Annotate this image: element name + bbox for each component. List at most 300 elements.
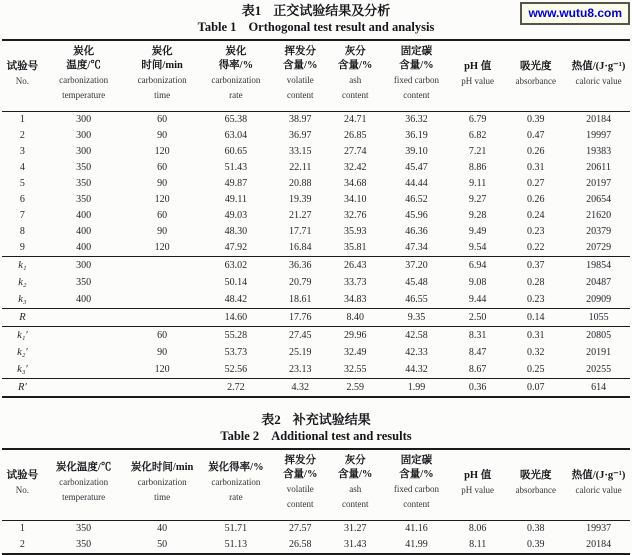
table-cell: 26.58 — [289, 539, 312, 550]
row-label-cell: 6 — [19, 194, 25, 205]
header-line-zh: 炭化 — [73, 46, 95, 57]
table-cell: 0.07 — [527, 382, 545, 393]
table-row — [2, 224, 630, 240]
table-cell: 350 — [76, 162, 92, 173]
header-line-zh: 灰分 — [344, 46, 366, 57]
table2-title-zh — [0, 412, 632, 428]
table-cell: 35.81 — [343, 242, 367, 253]
header-line-zh: 温度/℃ — [66, 60, 101, 71]
table-cell: 26.85 — [343, 130, 367, 141]
table-cell: 17.71 — [289, 226, 312, 237]
column-header — [124, 40, 199, 112]
table-section — [2, 309, 630, 327]
table-cell: 14.60 — [224, 312, 248, 323]
table-row — [2, 274, 630, 291]
table-row — [2, 257, 630, 275]
table-cell: 46.55 — [405, 294, 428, 305]
table-cell: 9.28 — [468, 210, 487, 221]
table-cell — [43, 327, 125, 345]
table-cell: 614 — [591, 382, 607, 393]
table-cell: 90 — [157, 347, 168, 358]
table-row — [2, 208, 630, 224]
table-cell — [124, 274, 199, 291]
table-cell: 39.10 — [405, 146, 428, 157]
table-cell: 45.48 — [405, 277, 428, 288]
header-line-en: carbonization — [59, 477, 109, 487]
header-line-en: caloric value — [575, 75, 622, 86]
table-cell: 2.72 — [227, 382, 245, 393]
table-cell: 46.52 — [405, 194, 428, 205]
column-header — [329, 40, 382, 112]
table-cell: 34.68 — [343, 178, 367, 189]
header-line-en: time — [154, 492, 171, 502]
table1-grid — [2, 39, 630, 398]
table-section — [2, 257, 630, 309]
table-cell: 20611 — [586, 162, 611, 173]
header-line-zh: 试验号 — [6, 60, 39, 72]
table-cell — [124, 379, 199, 398]
table-cell: 44.32 — [405, 364, 428, 375]
table1-caption-en: Orthogonal test result and analysis — [248, 20, 435, 34]
header-line-zh: 热值/(J·g⁻¹) — [571, 469, 626, 481]
column-header — [504, 449, 567, 521]
table-cell: 20805 — [586, 330, 612, 341]
table-cell: 0.14 — [527, 312, 545, 323]
header-row — [2, 449, 630, 521]
table-cell: 120 — [154, 364, 170, 375]
table-cell: 19383 — [586, 146, 612, 157]
table-cell: 49.03 — [224, 210, 248, 221]
table-cell: 17.76 — [289, 312, 312, 323]
table-cell: 60 — [157, 114, 168, 125]
row-label-cell: k₃′ — [17, 364, 28, 375]
row-label-cell: k₂ — [18, 277, 27, 288]
table2-container — [0, 448, 632, 555]
table-row — [2, 327, 630, 345]
table-cell: 90 — [157, 130, 168, 141]
table-row — [2, 240, 630, 257]
header-line-zh: 含量/% — [283, 60, 318, 71]
column-header — [272, 40, 329, 112]
header-line-zh: 固定碳 — [400, 46, 433, 57]
table-row — [2, 521, 630, 538]
header-line-en: content — [287, 90, 314, 100]
header-line-en: caloric value — [575, 484, 622, 495]
table-cell: 0.37 — [527, 260, 545, 271]
table2-grid — [2, 448, 630, 555]
header-line-en: rate — [229, 90, 243, 100]
table-cell: 2.59 — [346, 382, 364, 393]
table-cell: 8.86 — [468, 162, 487, 173]
header-line-zh: 炭化得率/% — [208, 462, 264, 473]
header-line-zh: 含量/% — [399, 469, 434, 480]
table-cell: 0.38 — [527, 523, 545, 534]
table1-caption-zh: 正交试验结果及分析 — [273, 3, 391, 18]
table-cell: 9.35 — [407, 312, 426, 323]
header-line-en: carbonization — [59, 75, 109, 85]
table-cell: 55.28 — [224, 330, 248, 341]
table-cell: 60 — [157, 210, 168, 221]
table-section — [2, 379, 630, 398]
table-cell: 36.36 — [289, 260, 312, 271]
table-cell: 120 — [154, 242, 170, 253]
column-header — [329, 449, 382, 521]
table-cell: 27.45 — [289, 330, 312, 341]
table-cell: 48.30 — [224, 226, 248, 237]
header-line-zh: 得率/% — [218, 60, 254, 71]
table-cell: 0.28 — [527, 277, 545, 288]
header-line-zh: 挥发分 — [284, 455, 317, 466]
table2-title-block — [0, 412, 632, 444]
header-line-en: absorbance — [515, 484, 556, 495]
table-cell: 47.34 — [405, 242, 428, 253]
table-cell: 51.43 — [224, 162, 248, 173]
table-cell — [43, 309, 125, 327]
header-line-zh: 炭化 — [151, 46, 173, 57]
table-cell: 9.49 — [468, 226, 487, 237]
table-cell: 20.88 — [289, 178, 312, 189]
table-cell: 27.74 — [343, 146, 367, 157]
column-header — [504, 40, 567, 112]
table-cell: 350 — [76, 277, 92, 288]
table-row — [2, 361, 630, 379]
column-header — [43, 449, 125, 521]
header-line-en: fixed carbon — [393, 484, 440, 494]
table-cell: 42.33 — [405, 347, 428, 358]
header-line-en: carbonization — [137, 75, 187, 85]
table-cell: 47.92 — [224, 242, 248, 253]
table2-label-zh: 表2 — [261, 412, 281, 427]
column-header — [567, 449, 630, 521]
header-line-en: No. — [15, 484, 30, 495]
table1-container — [0, 39, 632, 398]
table-cell: 0.36 — [468, 382, 487, 393]
watermark-url: www.wutu8.com — [528, 6, 622, 20]
table-cell: 0.24 — [527, 210, 545, 221]
row-label-cell: k₁ — [18, 260, 27, 271]
table-cell: 60 — [157, 330, 168, 341]
table-cell: 21.27 — [289, 210, 312, 221]
table-cell: 350 — [76, 523, 92, 534]
column-header — [382, 40, 451, 112]
table-cell: 0.25 — [527, 364, 545, 375]
header-line-en: No. — [15, 75, 30, 86]
header-line-en: pH value — [461, 484, 495, 495]
table-cell — [43, 344, 125, 361]
table-cell: 300 — [76, 146, 92, 157]
table-cell: 7.21 — [468, 146, 487, 157]
header-line-zh: 吸光度 — [520, 469, 552, 481]
table-section — [2, 112, 630, 257]
column-header — [2, 449, 43, 521]
table2-caption-en: Additional test and results — [271, 429, 412, 443]
column-header — [451, 449, 504, 521]
table-cell: 120 — [154, 194, 170, 205]
header-line-zh: pH 值 — [464, 60, 492, 72]
table-cell: 45.47 — [405, 162, 428, 173]
table-cell: 20184 — [586, 114, 612, 125]
column-header — [567, 40, 630, 112]
table-cell: 18.61 — [289, 294, 312, 305]
row-label-cell: k₃ — [18, 294, 27, 305]
table2-title-en — [0, 428, 632, 444]
header-line-zh: pH 值 — [464, 469, 492, 481]
table-row — [2, 309, 630, 327]
header-line-en: temperature — [62, 492, 106, 502]
table-cell: 9.54 — [468, 242, 487, 253]
table-cell: 19854 — [586, 260, 612, 271]
table-cell: 120 — [154, 146, 170, 157]
table-cell: 0.23 — [527, 294, 545, 305]
table-cell: 9.11 — [469, 178, 487, 189]
table-cell: 42.58 — [405, 330, 428, 341]
table2-label-en: Table 2 — [220, 429, 260, 443]
row-label-cell: 2 — [19, 539, 25, 550]
table-cell: 0.23 — [527, 226, 545, 237]
header-line-en: ash — [349, 484, 362, 494]
header-line-zh: 热值/(J·g⁻¹) — [571, 60, 626, 72]
table-cell: 51.71 — [224, 523, 248, 534]
table-cell: 20654 — [586, 194, 612, 205]
table-cell: 65.38 — [224, 114, 248, 125]
table2-caption-zh: 补充试验结果 — [292, 412, 371, 427]
table-cell: 50 — [157, 539, 168, 550]
table-cell: 8.11 — [469, 539, 487, 550]
table-cell: 350 — [76, 194, 92, 205]
table-cell: 27.57 — [289, 523, 312, 534]
table-cell: 52.56 — [224, 364, 248, 375]
table-section — [2, 327, 630, 379]
table-cell: 8.06 — [468, 523, 487, 534]
header-line-zh: 炭化时间/min — [130, 462, 194, 473]
header-line-en: carbonization — [137, 477, 187, 487]
column-header — [43, 40, 125, 112]
header-line-en: ash — [349, 75, 362, 85]
row-label-cell: 1 — [19, 523, 25, 534]
header-line-en: volatile — [286, 484, 314, 494]
table-cell: 1055 — [588, 312, 609, 323]
row-label-cell: k₂′ — [17, 347, 28, 358]
header-line-zh: 含量/% — [338, 60, 373, 71]
table-cell: 90 — [157, 178, 168, 189]
header-line-en: volatile — [286, 75, 314, 85]
table-cell: 400 — [76, 210, 92, 221]
header-line-en: content — [341, 499, 369, 509]
table-cell: 36.19 — [405, 130, 428, 141]
watermark-badge — [520, 2, 630, 25]
table-cell: 350 — [76, 178, 92, 189]
table-row — [2, 160, 630, 176]
table-cell: 41.16 — [405, 523, 428, 534]
table-cell: 0.22 — [527, 242, 545, 253]
table-cell: 32.49 — [343, 347, 367, 358]
row-label-cell: 9 — [19, 242, 25, 253]
header-line-zh: 时间/min — [141, 60, 183, 71]
table-cell: 8.31 — [468, 330, 487, 341]
table-cell: 9.27 — [468, 194, 487, 205]
table-cell: 300 — [76, 260, 92, 271]
table-cell: 350 — [76, 539, 92, 550]
row-label-cell: k₁′ — [17, 330, 28, 341]
table-cell: 45.96 — [405, 210, 428, 221]
header-line-en: content — [403, 90, 430, 100]
table-cell: 32.42 — [343, 162, 367, 173]
header-line-en: temperature — [62, 90, 106, 100]
header-line-en: content — [403, 499, 430, 509]
table-row — [2, 537, 630, 554]
table-cell: 36.32 — [405, 114, 428, 125]
column-header — [451, 40, 504, 112]
header-line-zh: 灰分 — [344, 455, 366, 466]
header-line-zh: 含量/% — [283, 469, 318, 480]
table-cell: 2.50 — [468, 312, 487, 323]
table-cell: 37.20 — [405, 260, 428, 271]
table-cell: 31.43 — [343, 539, 367, 550]
table-cell: 19.39 — [289, 194, 312, 205]
table-cell: 9.44 — [468, 294, 487, 305]
table-cell: 21620 — [586, 210, 612, 221]
table-cell: 0.39 — [527, 114, 545, 125]
header-line-en: content — [287, 499, 314, 509]
table-cell: 20197 — [586, 178, 612, 189]
header-line-zh: 试验号 — [6, 469, 39, 481]
table-cell: 38.97 — [289, 114, 312, 125]
row-label-cell: 1 — [19, 114, 25, 125]
table-cell: 33.73 — [343, 277, 367, 288]
table-cell — [124, 291, 199, 309]
table-cell: 34.83 — [343, 294, 367, 305]
table-cell: 20255 — [586, 364, 612, 375]
table-cell: 60.65 — [224, 146, 248, 157]
table-cell: 0.27 — [527, 178, 545, 189]
table-cell — [124, 309, 199, 327]
table-cell: 4.32 — [291, 382, 310, 393]
table-cell: 49.11 — [224, 194, 247, 205]
table-row — [2, 344, 630, 361]
table-cell: 19997 — [586, 130, 612, 141]
header-line-en: fixed carbon — [393, 75, 440, 85]
table-cell: 31.27 — [343, 523, 367, 534]
table-cell: 300 — [76, 130, 92, 141]
column-header — [272, 449, 329, 521]
table-cell: 49.87 — [224, 178, 248, 189]
table-cell — [43, 361, 125, 379]
row-label-cell: R′ — [18, 382, 27, 393]
table-row — [2, 291, 630, 309]
header-line-zh: 含量/% — [338, 469, 373, 480]
table-cell: 0.26 — [527, 146, 545, 157]
table-cell: 300 — [76, 114, 92, 125]
table-cell: 35.93 — [343, 226, 367, 237]
column-header — [200, 40, 272, 112]
table-cell: 0.26 — [527, 194, 545, 205]
table-cell: 400 — [76, 242, 92, 253]
table-cell: 24.71 — [343, 114, 367, 125]
table-cell: 44.44 — [405, 178, 428, 189]
header-line-en: carbonization — [211, 75, 261, 85]
row-label-cell: 5 — [19, 178, 25, 189]
header-line-zh: 炭化温度/℃ — [55, 462, 112, 473]
table-row — [2, 379, 630, 398]
table-cell: 51.13 — [224, 539, 248, 550]
row-label-cell: R — [19, 312, 26, 323]
column-header — [200, 449, 272, 521]
table-cell: 20191 — [586, 347, 612, 358]
table-cell: 20379 — [586, 226, 612, 237]
header-line-zh: 固定碳 — [400, 455, 433, 466]
table-cell: 6.94 — [468, 260, 487, 271]
table-cell: 29.96 — [343, 330, 367, 341]
table-cell: 26.43 — [343, 260, 367, 271]
header-line-en: pH value — [461, 75, 495, 86]
table-cell: 40 — [157, 523, 168, 534]
table-cell — [43, 379, 125, 398]
table-cell: 16.84 — [289, 242, 312, 253]
table-row — [2, 144, 630, 160]
table-cell: 23.13 — [289, 364, 312, 375]
table-cell: 20.79 — [289, 277, 312, 288]
table-cell: 9.08 — [468, 277, 487, 288]
table-cell: 25.19 — [289, 347, 312, 358]
header-line-zh: 吸光度 — [520, 60, 552, 72]
table-row — [2, 112, 630, 129]
table-cell: 400 — [76, 226, 92, 237]
table1-label-zh: 表1 — [241, 3, 262, 18]
table-cell: 34.10 — [343, 194, 367, 205]
table-cell: 36.97 — [289, 130, 312, 141]
header-line-en: rate — [229, 492, 243, 502]
header-line-zh: 挥发分 — [284, 46, 317, 57]
table-cell: 8.40 — [346, 312, 364, 323]
table-cell: 33.15 — [289, 146, 312, 157]
header-line-en: time — [154, 90, 171, 100]
row-label-cell: 2 — [19, 130, 25, 141]
table-cell: 90 — [157, 226, 168, 237]
table1-label-en: Table 1 — [197, 20, 237, 34]
table-cell: 20909 — [586, 294, 612, 305]
table-cell: 19937 — [586, 523, 612, 534]
table-cell: 400 — [76, 294, 92, 305]
table-cell: 53.73 — [224, 347, 248, 358]
column-header — [382, 449, 451, 521]
table-cell: 41.99 — [405, 539, 428, 550]
table-row — [2, 176, 630, 192]
table-cell: 63.02 — [224, 260, 248, 271]
header-line-en: content — [341, 90, 369, 100]
column-header — [2, 40, 43, 112]
table-cell: 6.79 — [468, 114, 487, 125]
table-cell: 32.55 — [343, 364, 367, 375]
table-cell: 0.47 — [527, 130, 545, 141]
table-cell: 20729 — [586, 242, 612, 253]
table-cell: 50.14 — [224, 277, 248, 288]
table-cell: 0.31 — [527, 330, 545, 341]
column-header — [124, 449, 199, 521]
header-line-en: absorbance — [515, 75, 556, 86]
table-cell: 22.11 — [289, 162, 312, 173]
table-cell: 60 — [157, 162, 168, 173]
table-cell: 8.47 — [468, 347, 487, 358]
table-cell: 20184 — [586, 539, 612, 550]
row-label-cell: 3 — [19, 146, 25, 157]
table-cell: 0.31 — [527, 162, 545, 173]
table-cell: 1.99 — [407, 382, 426, 393]
header-line-zh: 含量/% — [399, 60, 434, 71]
row-label-cell: 4 — [19, 162, 25, 173]
table-cell: 46.36 — [405, 226, 428, 237]
table-section — [2, 521, 630, 555]
header-row — [2, 40, 630, 112]
